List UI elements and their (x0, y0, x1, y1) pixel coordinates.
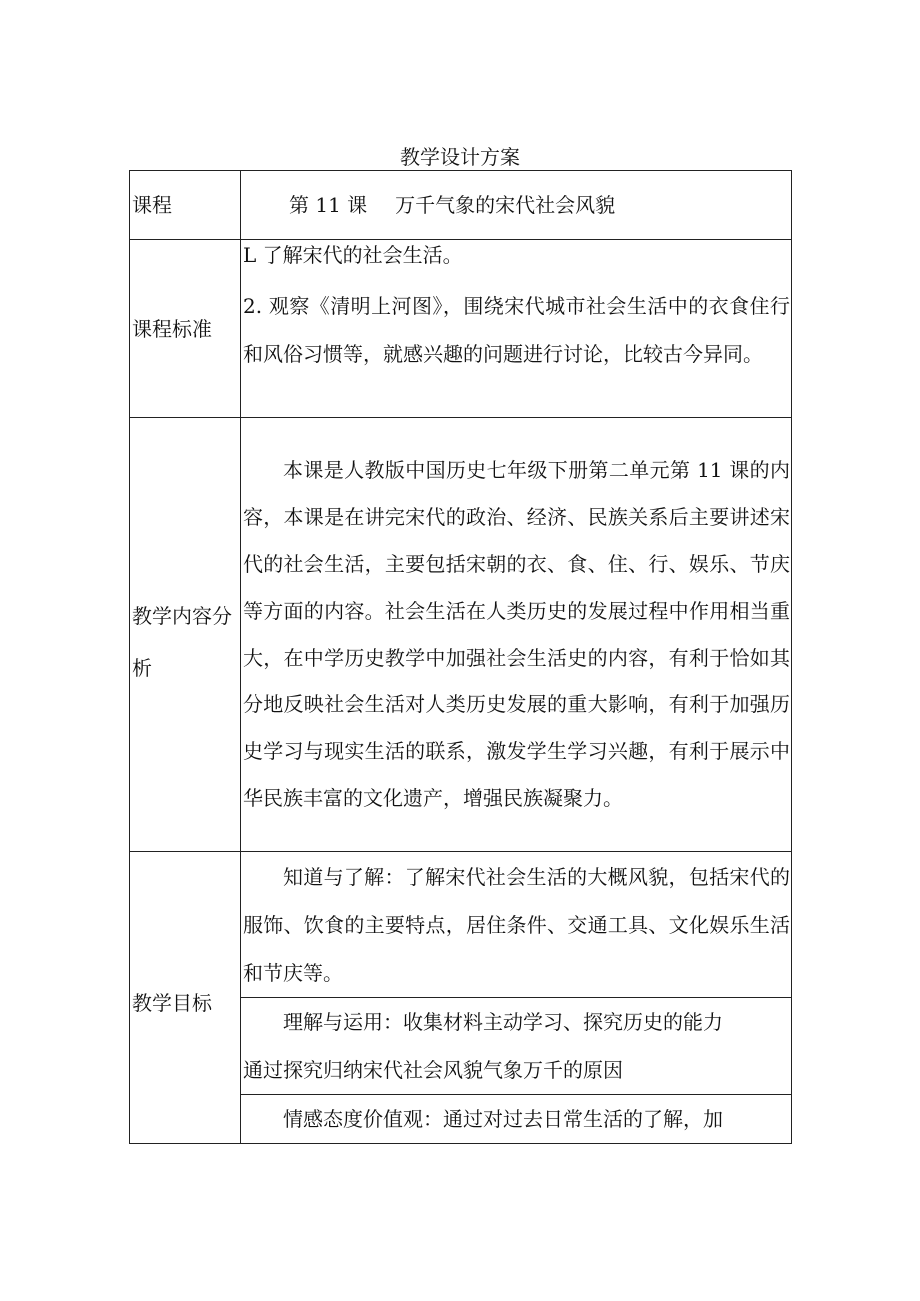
standard-item-2: 2. 观察《清明上河图》，围绕宋代城市社会生活中的衣食住行和风俗习惯等，就感兴趣的问题进行讨论，比较古今异同。 (243, 294, 790, 366)
course-label: 课程 (130, 171, 241, 240)
objective-emotion: 情感态度价值观：通过对过去日常生活的了解，加 (283, 1107, 723, 1131)
objective-knowledge-cell (241, 852, 792, 998)
course-title-line (241, 171, 791, 239)
objective-application-cell (241, 998, 792, 1095)
analysis-cell (241, 418, 792, 852)
course-row (130, 171, 792, 240)
standard-row (130, 240, 792, 418)
course-cell (241, 171, 792, 240)
objective-application-line2: 通过探究归纳宋代社会风貌气象万千的原因 (243, 1058, 623, 1082)
analysis-label: 教学内容分析 (130, 418, 241, 852)
analysis-row (130, 418, 792, 852)
lesson-number: 第 11 课 (289, 193, 368, 217)
objectives-row-knowledge (130, 852, 792, 998)
standard-cell (241, 240, 792, 418)
analysis-text: 本课是人教版中国历史七年级下册第二单元第 11 课的内容，本课是在讲完宋代的政治、经济、民族关系后主要讲述宋代的社会生活，主要包括宋朝的衣、食、住、行、娱乐、节庆等方面的内容。社会生活在人类历史的发展过程中作用相当重大，在中学历史教学中加强社会生活史的内容，有利于恰如其分地反映社会生活对人类历史发展的重大影响，有利于加强历史学习与现实生活的联系，激发学生学习兴趣，有利于展示中华民族丰富的文化遗产，增强民族凝聚力。 (243, 458, 790, 810)
standard-label: 课程标准 (130, 240, 241, 418)
objective-emotion-cell (241, 1095, 792, 1144)
objectives-label: 教学目标 (130, 852, 241, 1144)
standard-item-1: L 了解宋代的社会生活。 (243, 243, 463, 267)
objective-knowledge: 知道与了解：了解宋代社会生活的大概风貌，包括宋代的服饰、饮食的主要特点，居住条件、交通工具、文化娱乐生活和节庆等。 (243, 864, 790, 985)
objective-application-line1: 理解与运用：收集材料主动学习、探究历史的能力 (283, 1010, 723, 1034)
teaching-plan-table (129, 170, 792, 1144)
lesson-title: 万千气象的宋代社会风貌 (395, 193, 616, 217)
document-title: 教学设计方案 (400, 145, 520, 169)
